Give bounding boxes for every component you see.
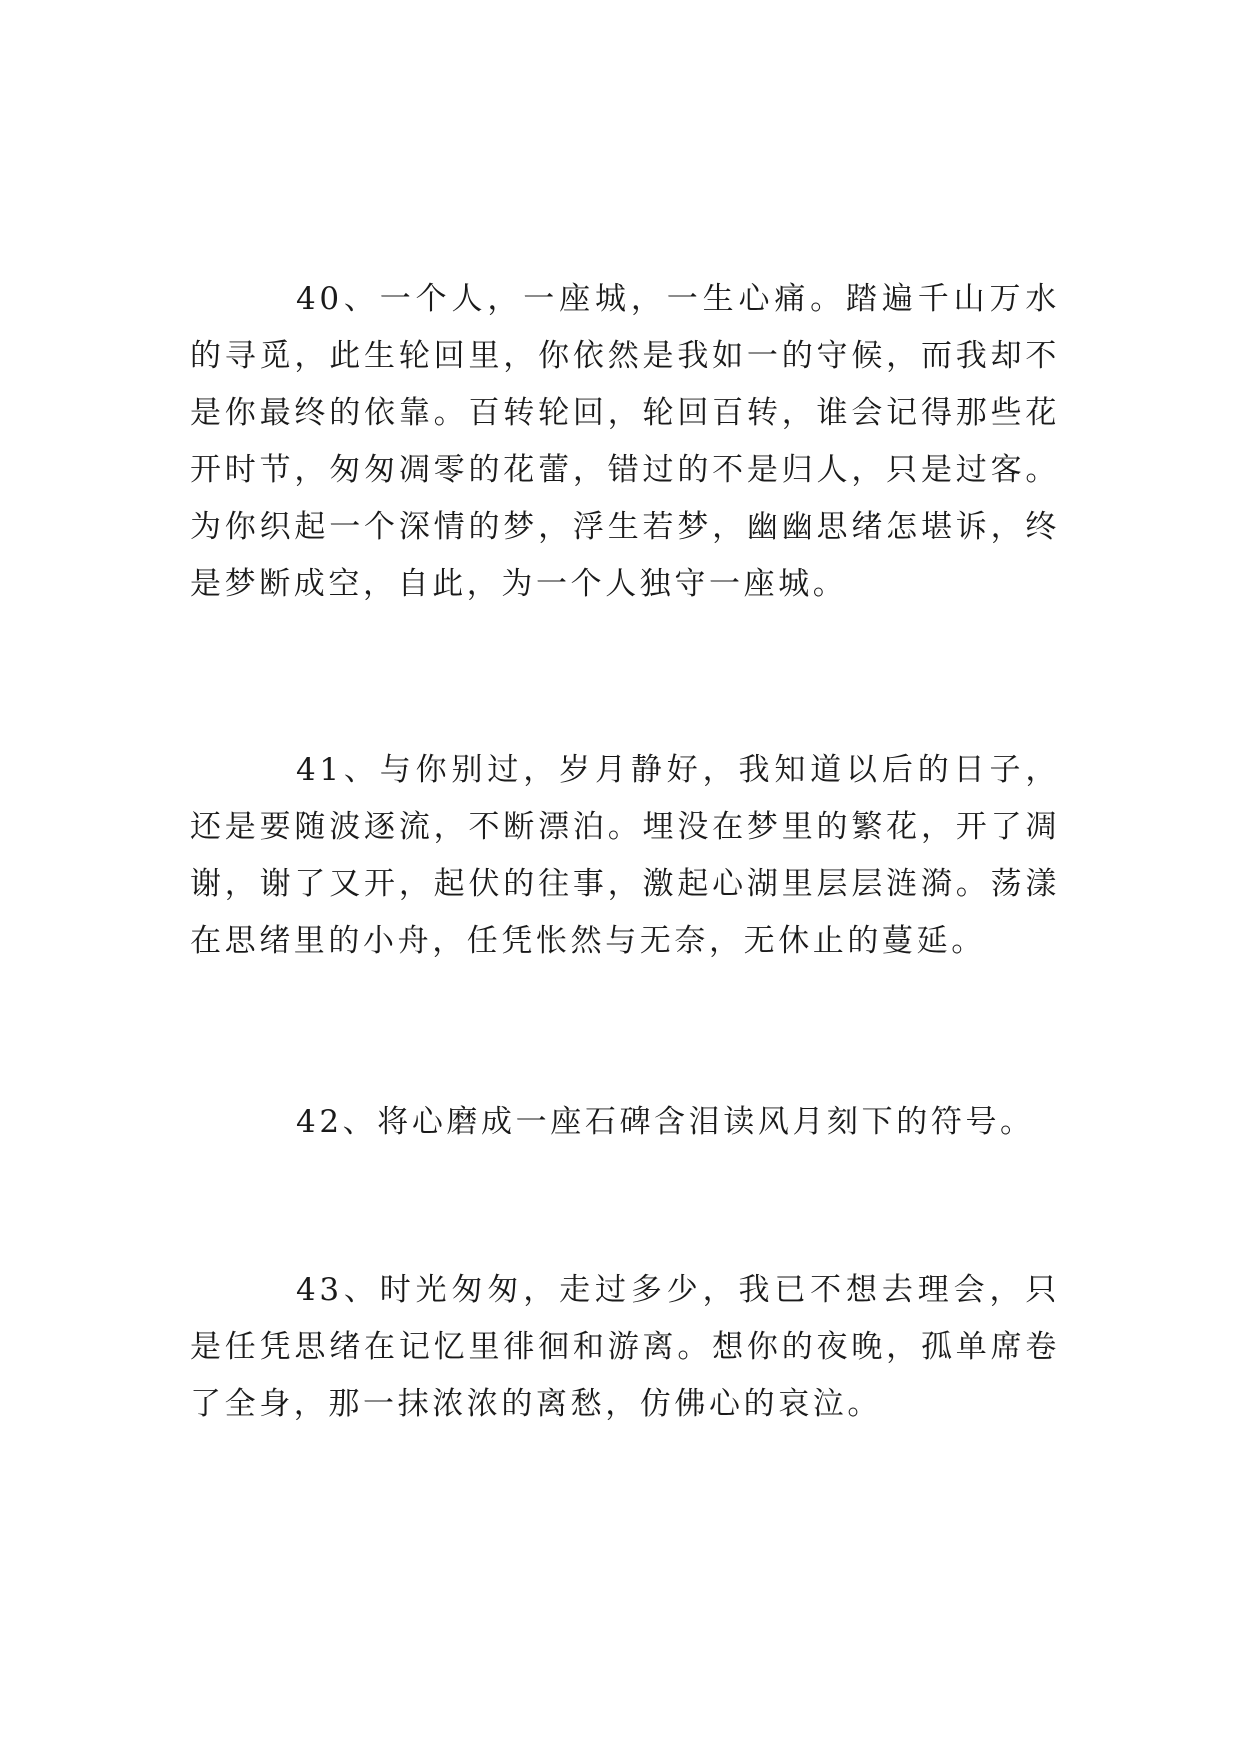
paragraph-40: 40、一个人，一座城，一生心痛。踏遍千山万水的寻觅，此生轮回里，你依然是我如一的守候，而我却不是你最终的依靠。百转轮回，轮回百转，谁会记得那些花开时节，匆匆凋零的花蕾，错过的不是归人，只是过客。为你织起一个深情的梦，浮生若梦，幽幽思绪怎堪诉，终是梦断成空，自此，为一个人独守一座城。: [190, 281, 1060, 602]
paragraph-41: 41、与你别过，岁月静好，我知道以后的日子，还是要随波逐流，不断漂泊。埋没在梦里的繁花，开了凋谢，谢了又开，起伏的往事，激起心湖里层层涟漪。荡漾在思绪里的小舟，任凭怅然与无奈，无休止的蔓延。: [190, 752, 1060, 959]
document-page: [190, 0, 1060, 1754]
paragraph-43: 43、时光匆匆，走过多少，我已不想去理会，只是任凭思绪在记忆里徘徊和游离。想你的夜晚，孤单席卷了全身，那一抹浓浓的离愁，仿佛心的哀泣。: [190, 1272, 1060, 1422]
paragraph-42: 42、将心磨成一座石碑含泪读风月刻下的符号。: [296, 1104, 1035, 1140]
